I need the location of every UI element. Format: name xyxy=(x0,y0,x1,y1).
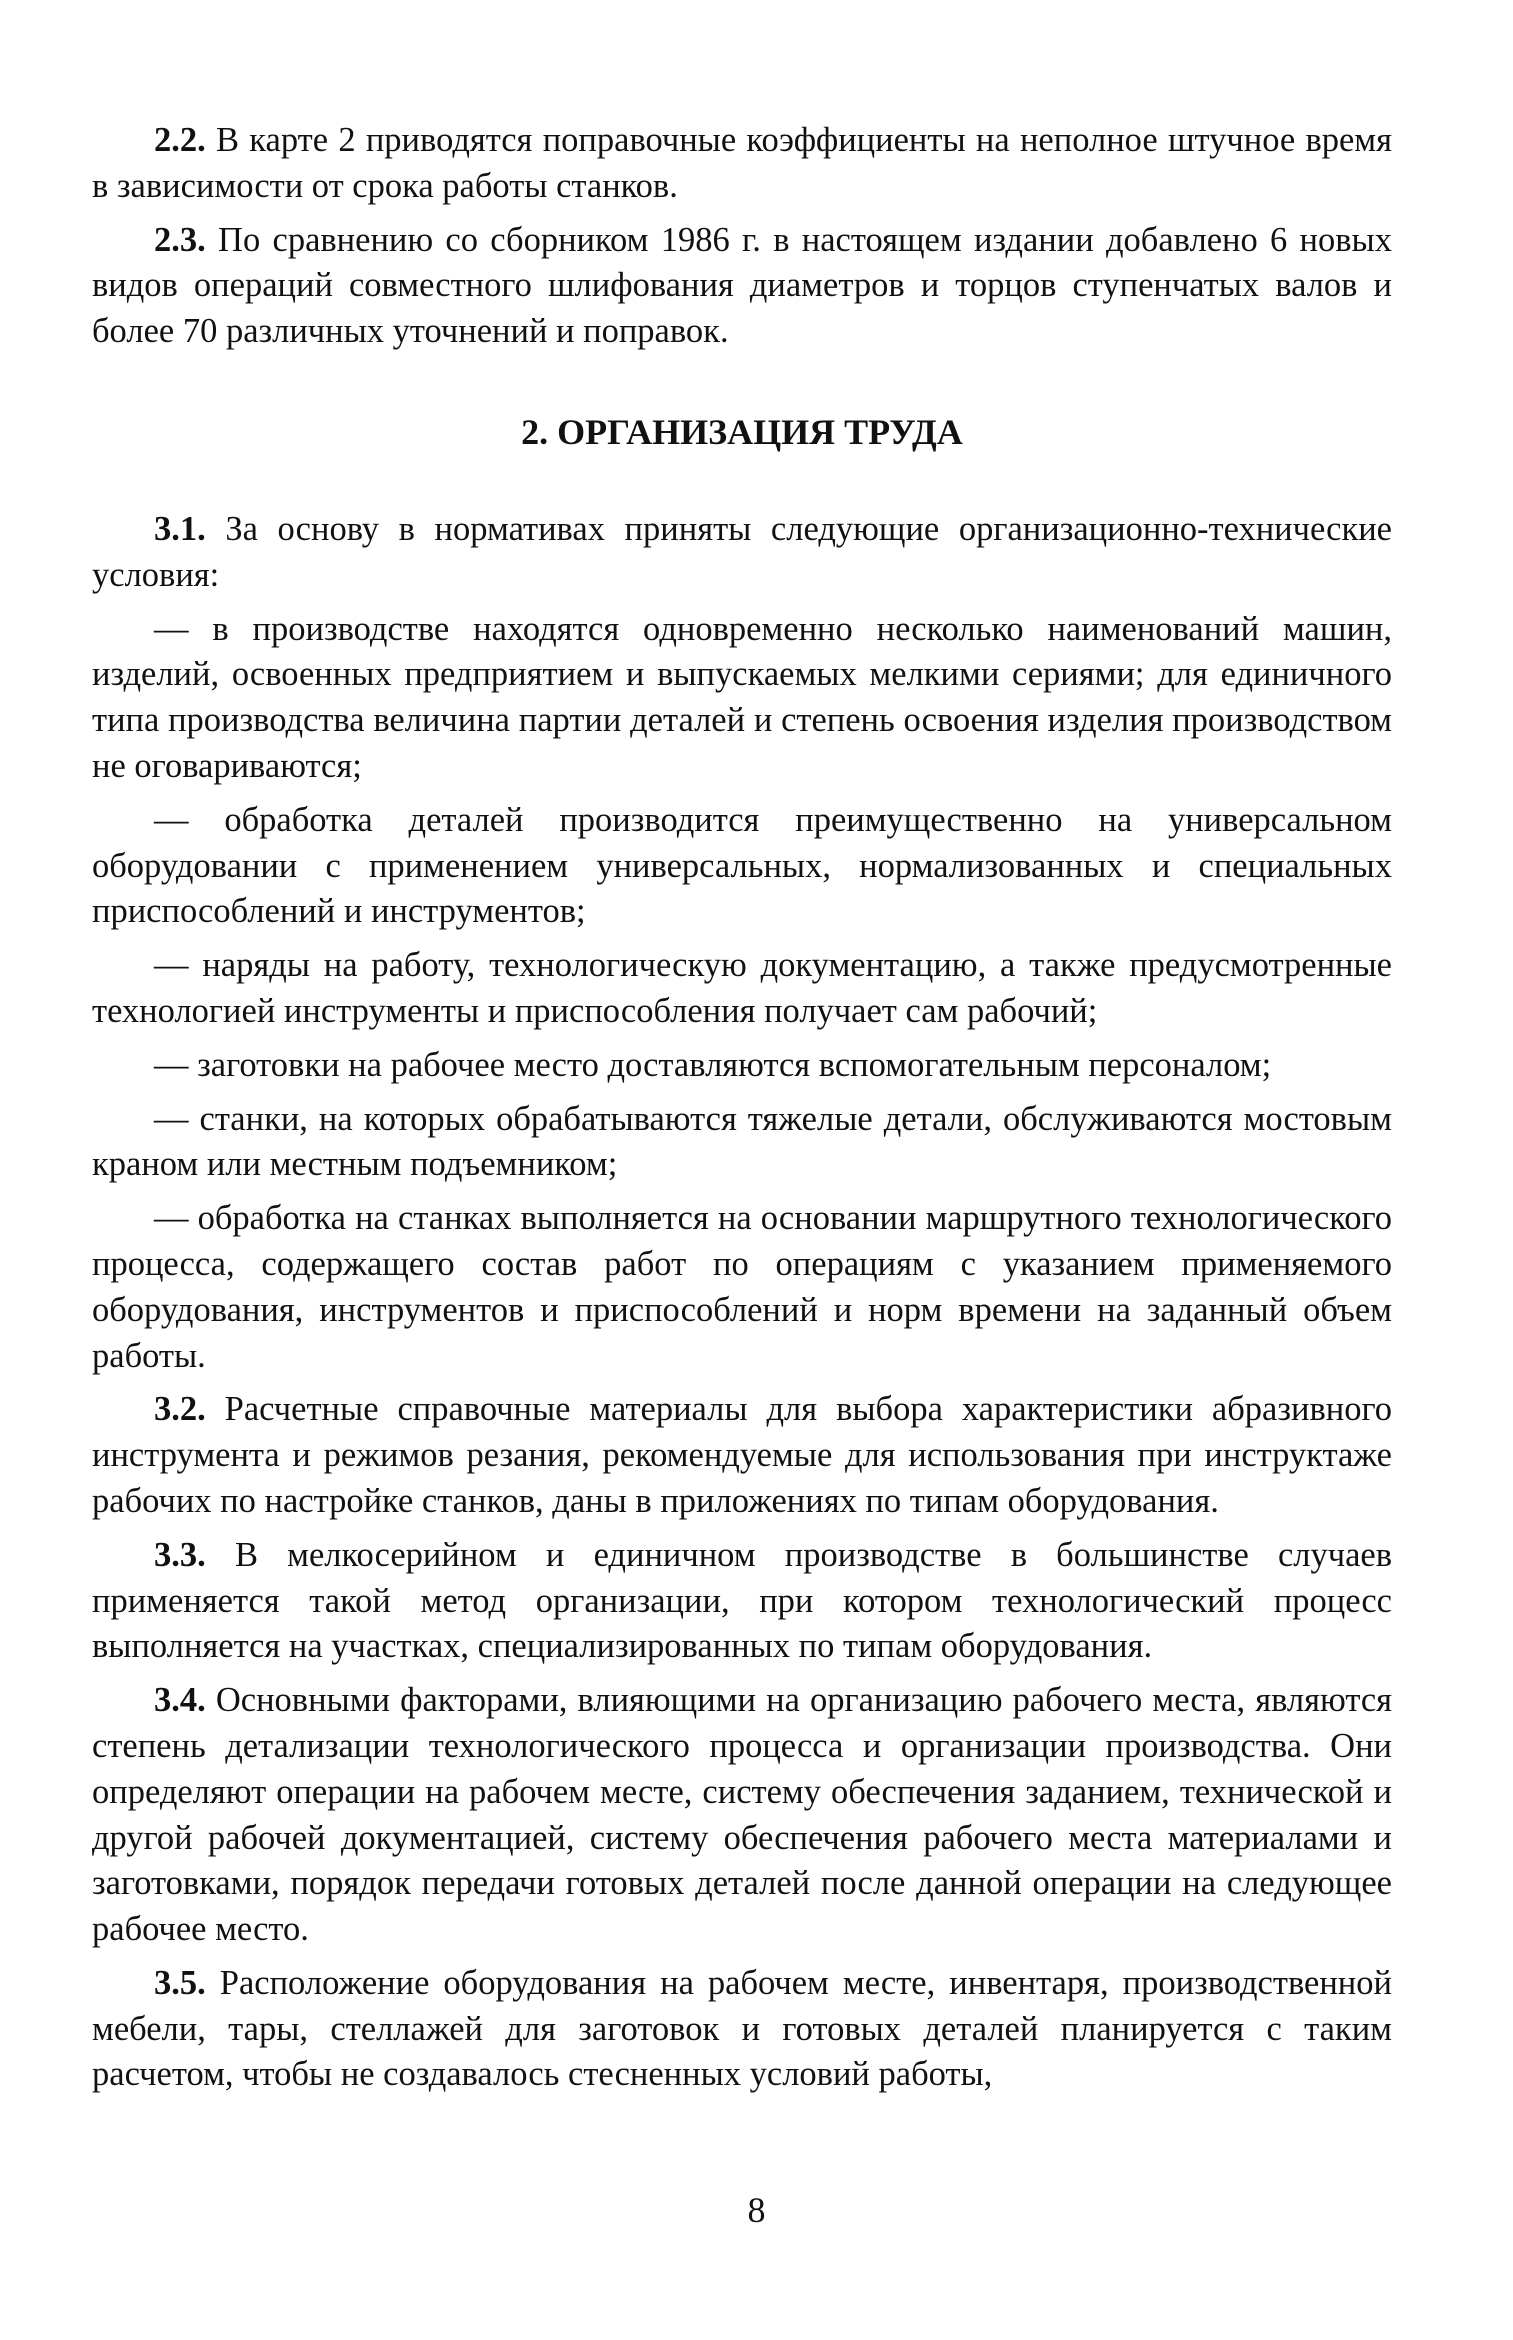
paragraph-text: В карте 2 приводятся поправочные коэффициенты на неполное штучное время в зависимости от срока работы станков. xyxy=(92,121,1392,205)
paragraph-number: 3.2. xyxy=(154,1390,206,1429)
condition-item: — заготовки на рабочее место доставляются вспомогательным персоналом; xyxy=(154,1045,1272,1084)
paragraph-3-5 xyxy=(92,1961,1392,2098)
paragraph-number: 3.3. xyxy=(154,1535,206,1574)
section-heading: 2. ОРГАНИЗАЦИЯ ТРУДА xyxy=(521,411,963,452)
paragraph-number: 2.3. xyxy=(154,220,206,259)
paragraph-2-2 xyxy=(92,118,1392,210)
paragraph-text: Расположение оборудования на рабочем месте, инвентаря, производственной мебели, тары, стеллажей для заготовок и готовых деталей планируется с таким расчетом, чтобы не создавалось стесненных условий работы, xyxy=(92,1963,1392,2094)
paragraph-text: В мелкосерийном и единичном производстве в большинстве случаев применяется такой метод организации, при котором технологический процесс выполняется на участках, специализированных по типам оборудования. xyxy=(92,1535,1392,1666)
paragraph-text: За основу в нормативах приняты следующие организационно-технические условия: xyxy=(92,509,1392,594)
paragraph-2-3 xyxy=(92,218,1392,355)
paragraph-text: По сравнению со сборником 1986 г. в настоящем издании добавлено 6 новых видов операций совместного шлифования диаметров и торцов ступенчатых валов и более 70 различных уточнений и поправок. xyxy=(92,220,1392,351)
condition-item: — в производстве находятся одновременно несколько наименований машин, изделий, освоенных предприятием и выпускаемых мелкими сериями; для единичного типа производства величина партии деталей и степень освоения изделия производством не оговариваются; xyxy=(92,609,1392,785)
condition-item: — станки, на которых обрабатываются тяжелые детали, обслуживаются мостовым краном или местным подъемником; xyxy=(92,1099,1392,1184)
condition-item: — обработка на станках выполняется на основании маршрутного технологического процесса, содержащего состав работ по операциям с указанием применяемого оборудования, инструментов и приспособлений и норм времени на заданный объем работы. xyxy=(92,1199,1392,1375)
condition-item: — обработка деталей производится преимущественно на универсальном оборудовании с применением универсальных, нормализованных и специальных приспособлений и инструментов; xyxy=(92,800,1392,931)
paragraph-number: 3.4. xyxy=(154,1681,206,1720)
paragraph-3-3 xyxy=(92,1533,1392,1670)
paragraph-text: Расчетные справочные материалы для выбора характеристики абразивного инструмента и режимов резания, рекомендуемые для использования при инструктаже рабочих по настройке станков, даны в приложениях по типам оборудования. xyxy=(92,1390,1392,1520)
page-number: 8 xyxy=(747,2190,766,2230)
paragraph-number: 3.1. xyxy=(154,509,206,548)
paragraph-number: 2.2. xyxy=(154,121,206,159)
paragraph-text: Основными факторами, влияющими на организацию рабочего места, являются степень детализации технологического процесса и организации производства. Они определяют операции на рабочем месте, систему обеспечения заданием, технической и другой рабочей документацией, систему обеспечения рабочего места материалами и заготовками, порядок передачи готовых деталей после данной операции на следующее рабочее место. xyxy=(92,1681,1392,1949)
paragraph-3-2 xyxy=(92,1387,1392,1524)
page-body xyxy=(92,118,1392,2098)
paragraph-number: 3.5. xyxy=(154,1963,206,2002)
paragraph-3-1 xyxy=(92,507,1392,599)
condition-item: — наряды на работу, технологическую документацию, а также предусмотренные технологией инструменты и приспособления получает сам рабочий; xyxy=(92,946,1392,1030)
paragraph-3-4 xyxy=(92,1678,1392,1953)
